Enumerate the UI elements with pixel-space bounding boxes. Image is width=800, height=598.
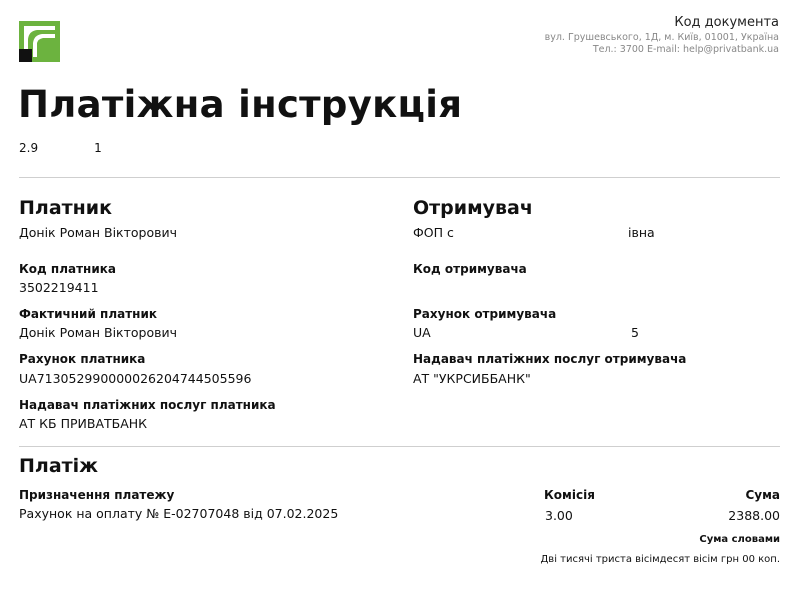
redaction-mask [38, 143, 94, 155]
fee-label: Комісія [544, 488, 595, 502]
recipient-name-start: ФОП с [413, 225, 454, 240]
payer-code-label: Код платника [19, 262, 116, 276]
date-suffix: 1 [94, 141, 102, 155]
bank-contacts: Тел.: 3700 E-mail: help@privatbank.ua [592, 44, 779, 55]
fee-value: 3.00 [545, 508, 573, 523]
sum-label: Сума [745, 488, 780, 502]
document-date [19, 141, 102, 155]
recipient-provider-label: Надавач платіжних послуг отримувача [413, 352, 687, 366]
recipient-name-end: івна [628, 225, 655, 240]
recipient-heading: Отримувач [413, 197, 533, 219]
payer-account-value: UA713052990000026204744505596 [19, 371, 252, 386]
date-prefix: 2.9 [19, 141, 39, 155]
privatbank-logo-icon [19, 21, 60, 62]
recipient-provider-value: АТ "УКРСИББАНК" [413, 371, 531, 386]
recipient-account-end: 5 [631, 325, 639, 340]
recipient-code-label: Код отримувача [413, 262, 527, 276]
payer-name: Донік Роман Вікторович [19, 225, 177, 240]
recipient-account-start: UA [413, 325, 431, 340]
payer-provider-label: Надавач платіжних послуг платника [19, 398, 276, 412]
actual-payer-label: Фактичний платник [19, 307, 158, 321]
divider [19, 177, 780, 178]
payer-heading: Платник [19, 197, 112, 219]
payment-heading: Платіж [19, 455, 99, 477]
recipient-account-label: Рахунок отримувача [413, 307, 557, 321]
sum-words-label: Сума словами [699, 534, 780, 545]
bank-address: вул. Грушевського, 1Д, м. Київ, 01001, Україна [544, 32, 779, 43]
divider [19, 446, 780, 447]
header-info [545, 15, 779, 56]
sum-words-value: Дві тисячі триста вісімдесят вісім грн 00 коп. [540, 554, 780, 565]
page-title: Платіжна інструкція [18, 83, 463, 126]
purpose-label: Призначення платежу [19, 488, 175, 502]
payer-account-label: Рахунок платника [19, 352, 146, 366]
purpose-value: Рахунок на оплату № Е-02707048 від 07.02.2025 [19, 506, 339, 521]
document-code-label: Код документа [674, 15, 779, 30]
payer-code-value: 3502219411 [19, 280, 99, 295]
sum-value: 2388.00 [728, 508, 780, 523]
payer-provider-value: АТ КБ ПРИВАТБАНК [19, 416, 148, 431]
actual-payer-value: Донік Роман Вікторович [19, 325, 177, 340]
